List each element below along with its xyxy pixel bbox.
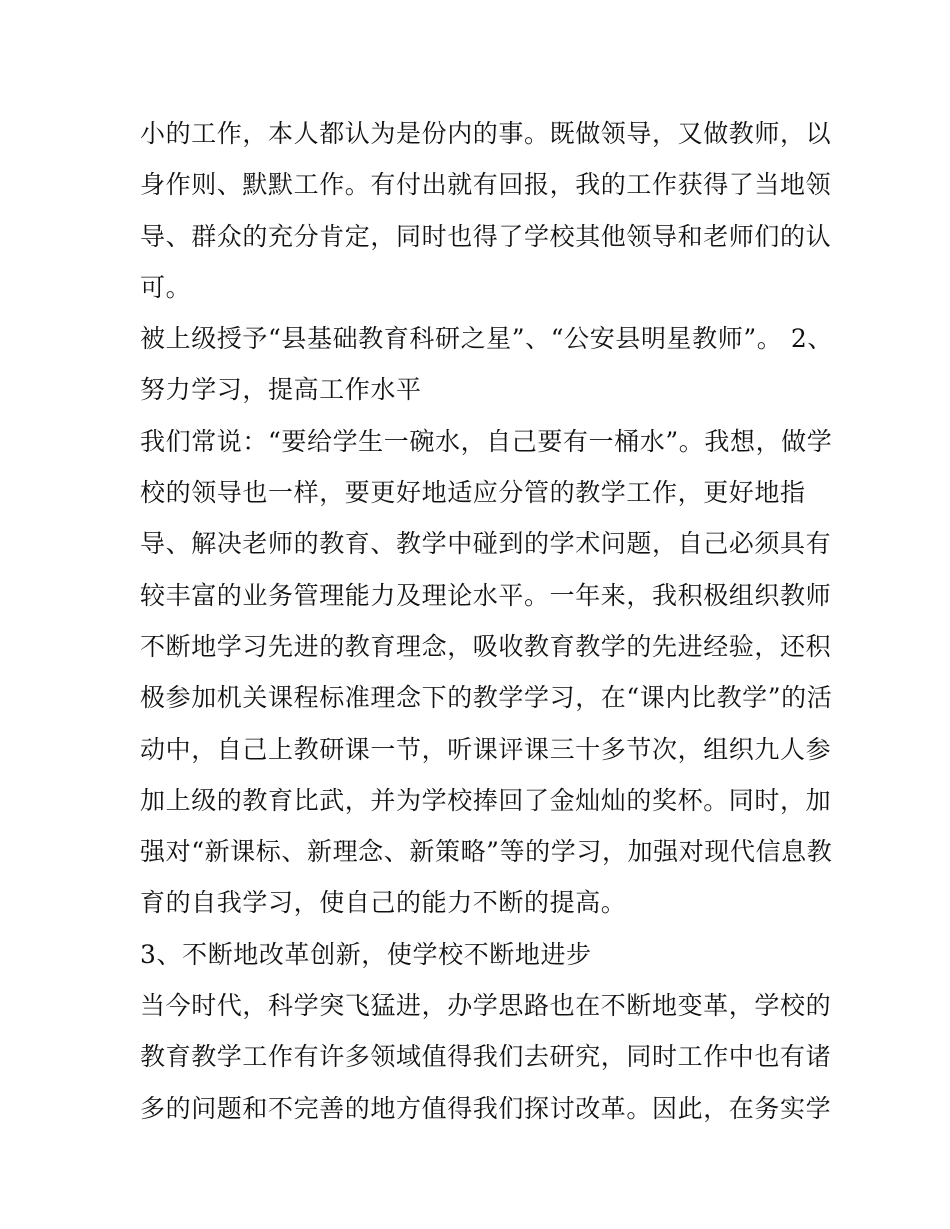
- text-line: 强对“新课标、新理念、新策略”等的学习，加强对现代信息教: [140, 837, 833, 867]
- text-line: 较丰富的业务管理能力及理论水平。一年来，我积极组织教师: [140, 580, 832, 610]
- section-heading: 努力学习，提高工作水平: [140, 375, 422, 405]
- text-line: 导、解决老师的教育、教学中碰到的学术问题，自己必须具有: [140, 529, 832, 559]
- text-line: 小的工作，本人都认为是份内的事。既做领导，又做教师，以: [140, 119, 832, 148]
- text-line: 育的自我学习，使自己的能力不断的提高。: [140, 888, 627, 918]
- body-text: [140, 108, 833, 1134]
- text-line: 不断地学习先进的教育理念，吸收教育教学的先进经验，还积: [140, 631, 832, 661]
- text-line: 动中，自己上教研课一节，听课评课三十多节次，组织九人参: [140, 734, 832, 764]
- text-line: 被上级授予“县基础教育科研之星”、“公安县明星教师”。 2、: [140, 324, 833, 354]
- section-heading: 3、不断地改革创新，使学校不断地进步: [140, 939, 592, 969]
- text-line: 校的领导也一样，要更好地适应分管的教学工作，更好地指: [140, 478, 806, 508]
- text-line: 极参加机关课程标准理念下的教学学习，在“课内比教学”的活: [140, 683, 833, 713]
- text-line: 加上级的教育比武，并为学校捧回了金灿灿的奖杯。同时，加: [140, 785, 832, 815]
- text-line: 多的问题和不完善的地方值得我们探讨改革。因此，在务实学: [140, 1093, 832, 1123]
- text-line: 教育教学工作有许多领域值得我们去研究，同时工作中也有诸: [140, 1042, 832, 1072]
- text-line: 当今时代，科学突飞猛进，办学思路也在不断地变革，学校的: [140, 991, 832, 1021]
- text-line: 身作则、默默工作。有付出就有回报，我的工作获得了当地领: [140, 170, 832, 200]
- text-line: 可。: [140, 272, 192, 302]
- text-line: 我们常说：“要给学生一碗水，自己要有一桶水”。我想，做学: [140, 426, 833, 456]
- text-line: 导、群众的充分肯定，同时也得了学校其他领导和老师们的认: [140, 221, 832, 251]
